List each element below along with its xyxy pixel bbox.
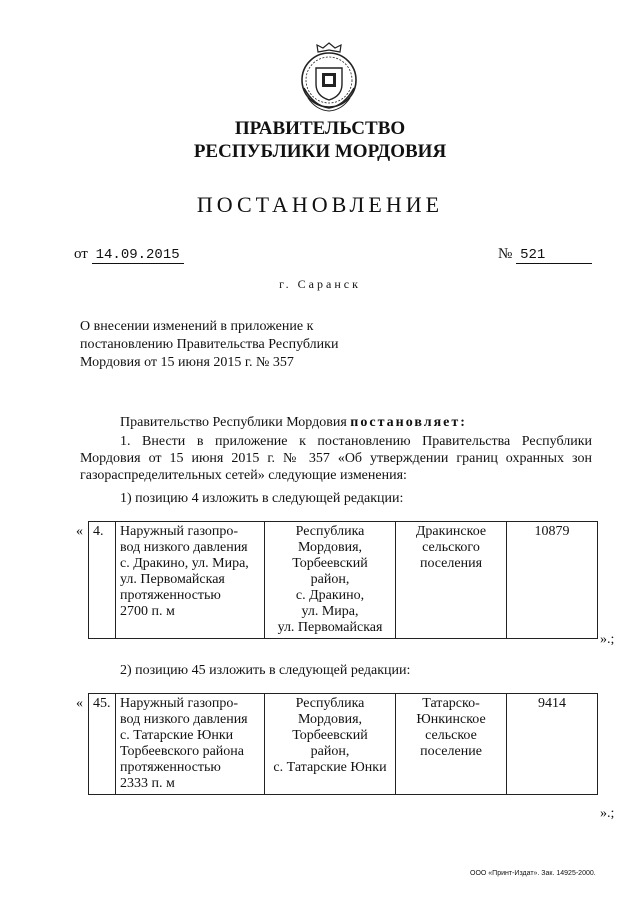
settlement-name: Дракинское сельского поселения	[396, 522, 507, 639]
government-name-line2: РЕСПУБЛИКИ МОРДОВИЯ	[193, 141, 447, 162]
coat-of-arms-emblem	[294, 40, 364, 114]
document-number: 521	[516, 247, 592, 264]
settlement-name: Татарско- Юнкинское сельское поселение	[396, 694, 507, 795]
date-row	[74, 246, 184, 264]
position-number: 4.	[89, 522, 116, 639]
position-number: 45.	[89, 694, 116, 795]
pipeline-description: Наружный газопро- вод низкого давления с. Дракино, ул. Мира, ул. Первомайская протяженностью 2700 п. м	[116, 522, 265, 639]
government-name-line1: ПРАВИТЕЛЬСТВО	[234, 118, 406, 139]
paragraph-resolution	[120, 414, 467, 431]
date-prefix: от	[74, 246, 88, 262]
position-45-table	[88, 693, 598, 795]
resolution-keyword: постановляет:	[350, 415, 467, 430]
number-prefix: №	[498, 246, 513, 262]
pipeline-description: Наружный газопро- вод низкого давления с. Татарские Юнки Торбеевского района протяженностью 2333 п. м	[116, 694, 265, 795]
city: г. Саранск	[279, 277, 361, 291]
resolution-text: Правительство Республики Мордовия	[120, 415, 351, 430]
document-date: 14.09.2015	[92, 247, 184, 264]
position-4-table	[88, 521, 598, 639]
pipeline-location: Республика Мордовия, Торбеевский район, с. Дракино, ул. Мира, ул. Первомайская	[265, 522, 396, 639]
quote-open-2: «	[76, 696, 83, 711]
zone-value: 10879	[507, 522, 598, 639]
table-row	[89, 522, 598, 639]
document-subject: О внесении изменений в приложение к постановлению Правительства Республики Мордовия от 15 июня 2015 г. № 357	[80, 319, 339, 370]
zone-value: 9414	[507, 694, 598, 795]
pipeline-location: Республика Мордовия, Торбеевский район, с. Татарские Юнки	[265, 694, 396, 795]
quote-close-2: ».;	[600, 806, 615, 821]
paragraph-position-4: 1) позицию 4 изложить в следующей редакции:	[120, 491, 404, 506]
printer-footer: ООО «Принт-Издат». Зак. 14925-2000.	[470, 870, 596, 877]
quote-open-1: «	[76, 524, 83, 539]
paragraph-item-1: 1. Внести в приложение к постановлению Правительства Республики Мордовия от 15 июня 2015 г. № 357 «Об утверждении границ охранных зон газораспределительных сетей» следующие изменения:	[80, 434, 592, 483]
paragraph-position-45: 2) позицию 45 изложить в следующей редакции:	[120, 663, 411, 678]
number-row	[498, 246, 592, 264]
quote-close-1: ».;	[600, 632, 615, 647]
document-type-title: ПОСТАНОВЛЕНИЕ	[196, 192, 444, 217]
table-row	[89, 694, 598, 795]
